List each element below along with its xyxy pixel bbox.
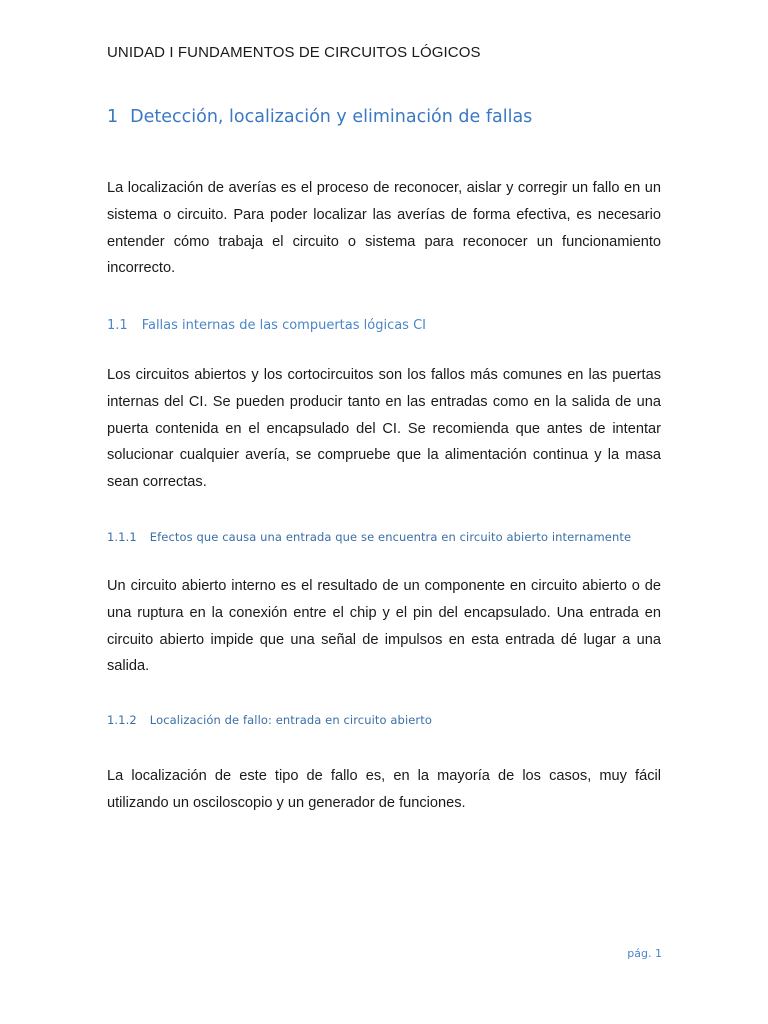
- section-heading-1: [107, 107, 532, 127]
- paragraph: La localización de este tipo de fallo es, en la mayoría de los casos, muy fácil utilizando un osciloscopio y un generador de funciones.: [107, 768, 661, 811]
- section-title: Localización de fallo: entrada en circuito abierto: [149, 713, 432, 727]
- section-number: 1.1.2: [107, 713, 137, 727]
- page-number: pág. 1: [627, 947, 662, 960]
- section-title: Efectos que causa una entrada que se encuentra en circuito abierto internamente: [149, 530, 632, 544]
- paragraph: Un circuito abierto interno es el resultado de un componente en circuito abierto o de una ruptura en la conexión entre el chip y el pin del encapsulado. Una entrada en circuito abierto impide que una señal de impulsos en esta entrada dé lugar a una salida.: [107, 578, 661, 675]
- page-header: UNIDAD I FUNDAMENTOS DE CIRCUITOS LÓGICOS: [107, 44, 481, 61]
- section-number: 1.1: [107, 318, 128, 333]
- section-heading-1-1-2: [107, 713, 432, 727]
- section-number: 1.1.1: [107, 530, 137, 544]
- section-number: 1: [107, 107, 119, 127]
- section-title: Fallas internas de las compuertas lógicas CI: [141, 318, 426, 333]
- paragraph: Los circuitos abiertos y los cortocircuitos son los fallos más comunes en las puertas internas del CI. Se pueden producir tanto en las entradas como en la salida de una puerta contenida en el encapsulado del CI. Se recomienda que antes de intentar solucionar cualquier avería, se compruebe que la alimentación continua y la masa sean correctas.: [107, 367, 661, 491]
- paragraph: La localización de averías es el proceso de reconocer, aislar y corregir un fallo en un sistema o circuito. Para poder localizar las averías de forma efectiva, es necesario entender cómo trabaja el circuito o sistema para reconocer un funcionamiento incorrecto.: [107, 180, 661, 277]
- section-heading-1-1: [107, 318, 426, 333]
- section-heading-1-1-1: [107, 530, 631, 544]
- section-title: Detección, localización y eliminación de fallas: [130, 107, 533, 127]
